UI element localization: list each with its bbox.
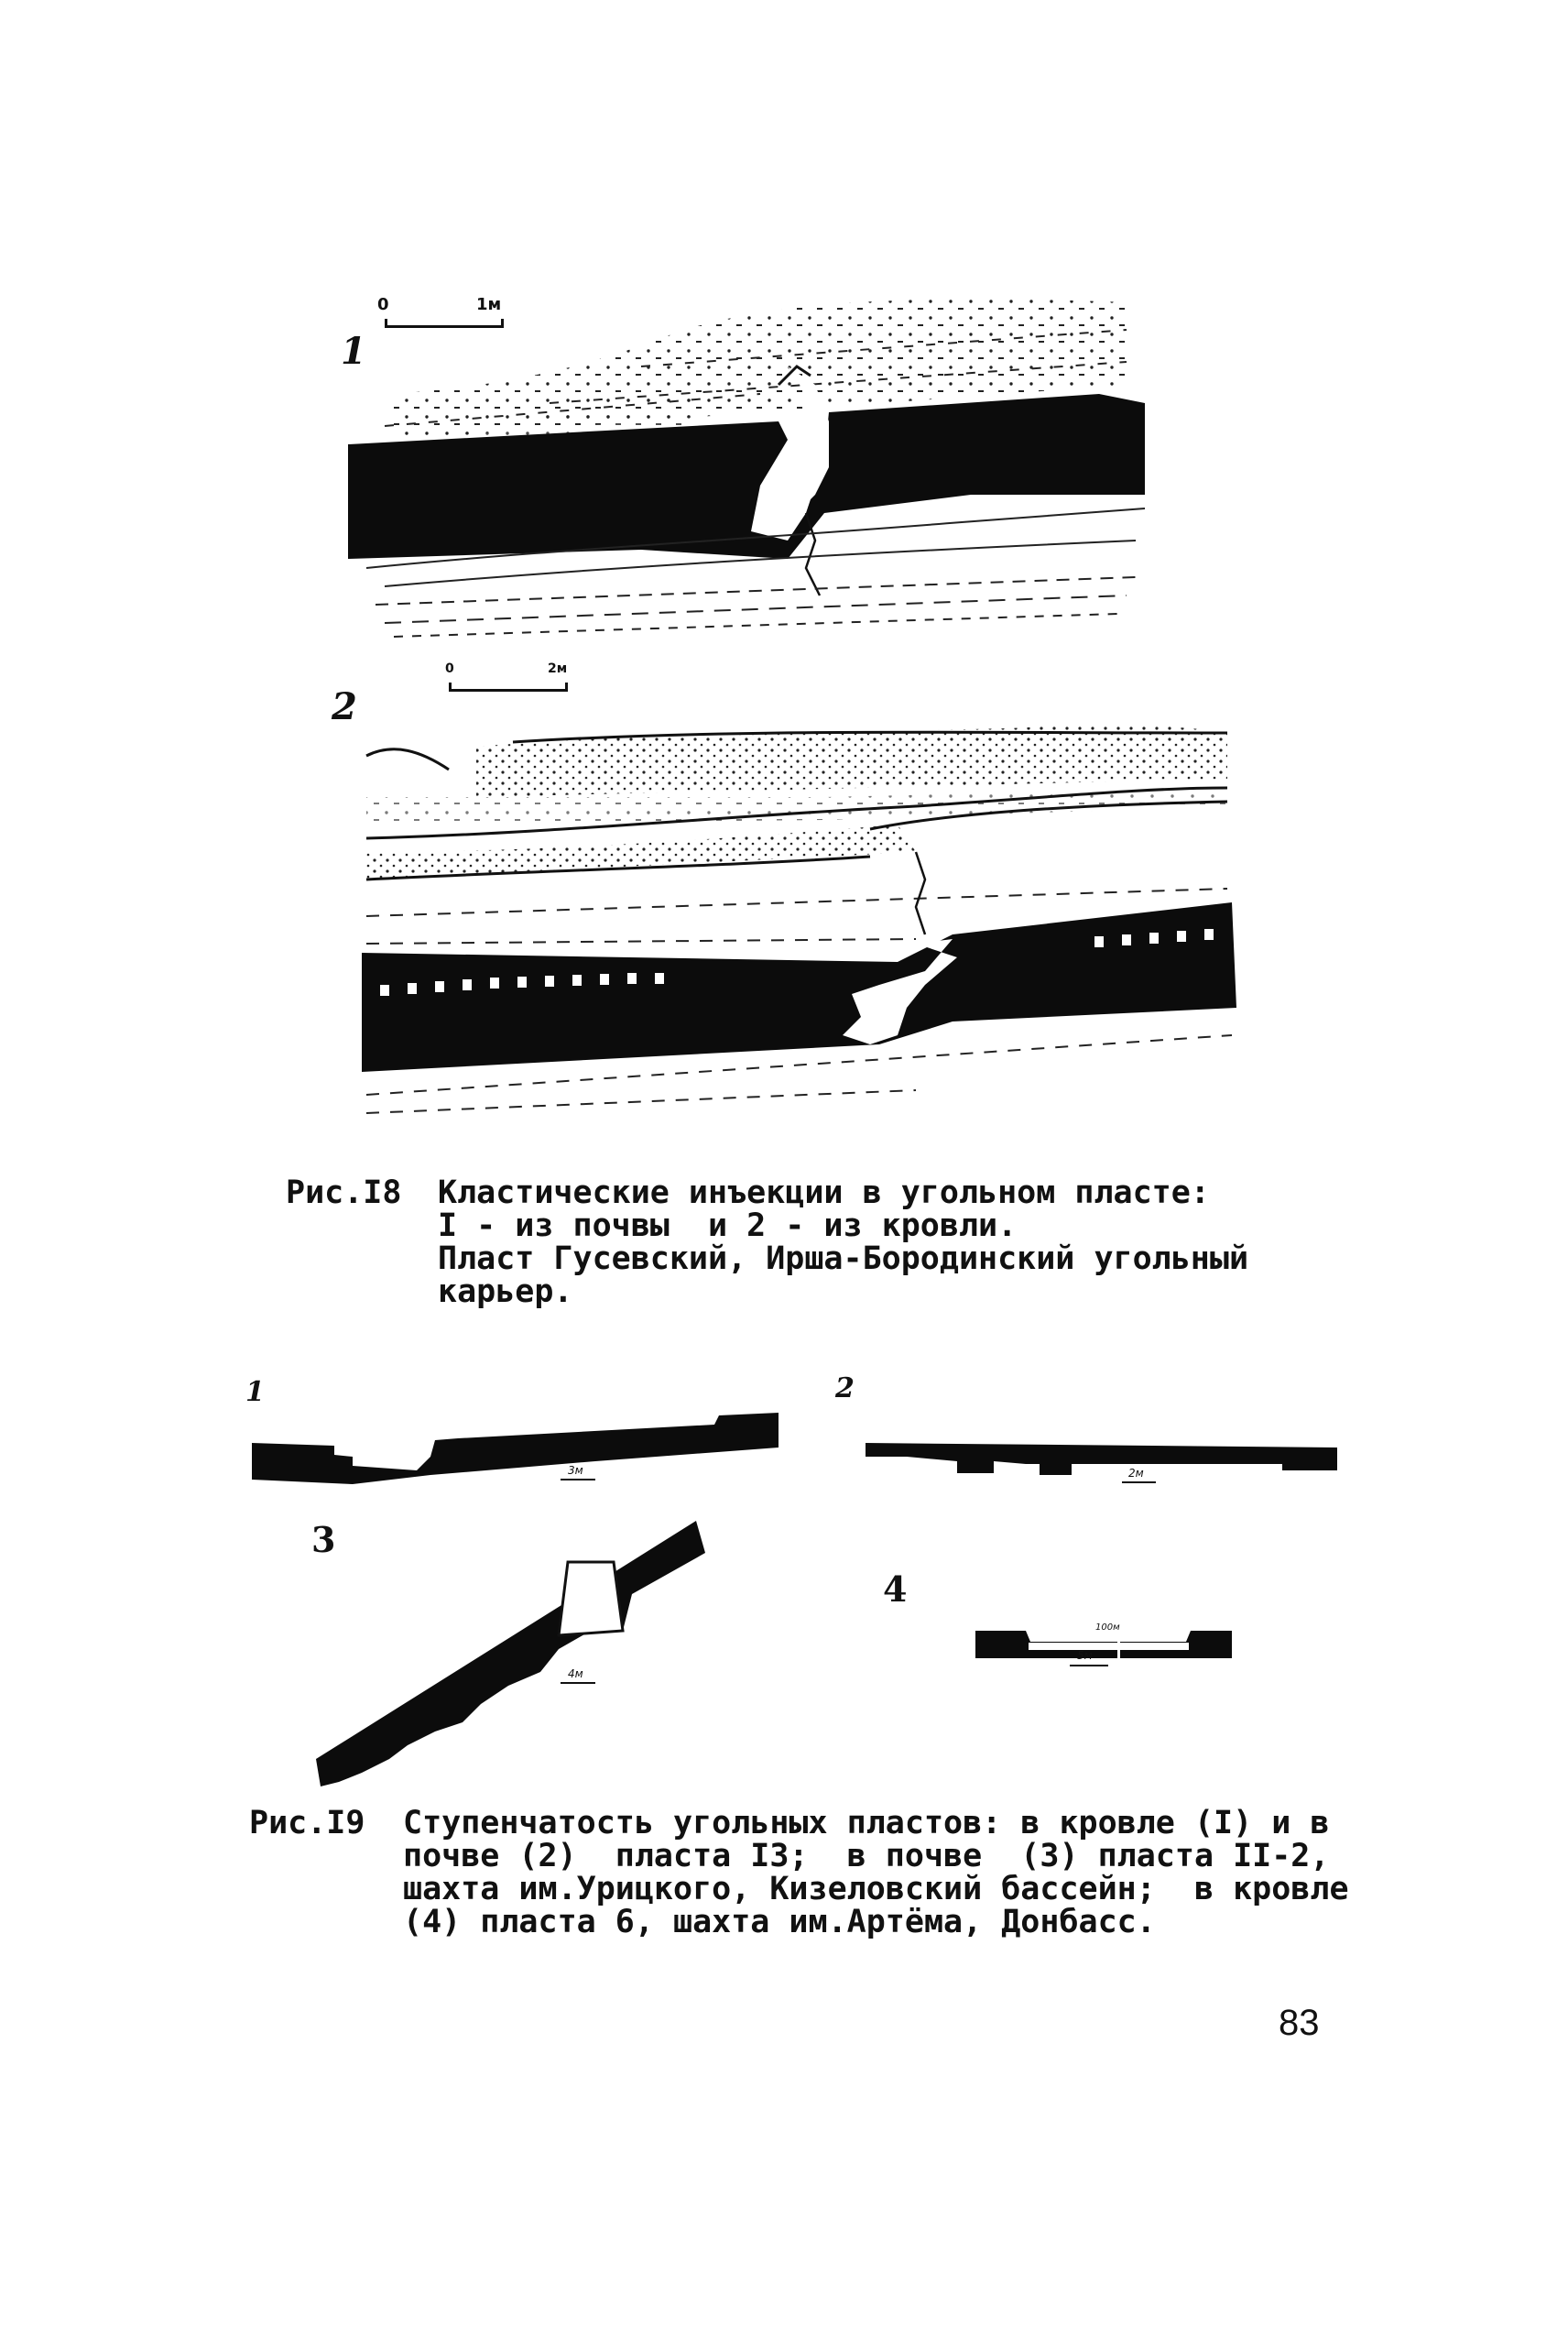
fig19-caption-line: (4) пласта 6, шахта им.Артёма, Донбасс. (403, 1904, 1156, 1940)
fig19-caption-line: Ступенчатость угольных пластов: в кровле (I) и в (403, 1805, 1330, 1841)
figure-19-illustration (0, 1356, 1568, 1814)
fig18-panel2-scale-start: 0 (445, 661, 454, 676)
fig18-panel2-drawing (362, 726, 1236, 1113)
fig19-panel2-drawing (866, 1443, 1337, 1475)
page-number: 83 (1279, 2003, 1320, 2043)
fig19-panel2-scale: 2м (1128, 1467, 1144, 1480)
fig19-panel3-number: 3 (311, 1519, 336, 1560)
fig19-panel4-number: 4 (883, 1568, 908, 1610)
fig18-caption-line: Кластические инъекции в угольном пласте: (438, 1174, 1210, 1211)
fig18-panel1-number: 1 (341, 330, 366, 373)
fig19-panel1-scale: 3м (568, 1464, 583, 1477)
fig19-panel4-scale: 5м (1077, 1649, 1093, 1662)
fig19-caption-label: Рис.I9 (249, 1805, 365, 1841)
fig19-panel2-number: 2 (835, 1372, 855, 1404)
fig18-panel2-scale-end: 2м (548, 661, 568, 676)
fig18-caption-label: Рис.I8 (286, 1174, 402, 1211)
fig19-caption-text (403, 1807, 1349, 1939)
fig18-caption-line: Пласт Гусевский, Ирша-Бородинский угольный (438, 1240, 1249, 1277)
fig18-panel1-scale-start: 0 (377, 295, 389, 314)
fig19-caption-line: почве (2) пласта I3; в почве (3) пласта II-2, (403, 1838, 1330, 1874)
fig18-panel2-scale-bar (449, 683, 568, 692)
fig19-panel4-span: 100м (1095, 1622, 1120, 1633)
fig18-caption-text (438, 1176, 1248, 1308)
fig18-panel1-scale-end: 1м (476, 295, 502, 314)
fig19-panel4-drawing (975, 1631, 1232, 1658)
fig18-caption-line: карьер. (438, 1273, 573, 1310)
figure-18-illustration (0, 0, 1568, 1154)
fig18-panel1-scale-bar (385, 319, 504, 328)
fig19-panel3-scale: 4м (568, 1667, 583, 1680)
fig19-caption-line: шахта им.Урицкого, Кизеловский бассейн; в кровле (403, 1871, 1349, 1907)
fig19-panel1-drawing (252, 1413, 779, 1484)
fig19-panel1-number: 1 (245, 1376, 265, 1408)
fig18-panel2-number: 2 (332, 685, 357, 728)
fig19-panel3-drawing (316, 1521, 705, 1786)
fig18-panel1-drawing (348, 299, 1145, 637)
fig18-caption-line: I - из почвы и 2 - из кровли. (438, 1207, 1018, 1244)
